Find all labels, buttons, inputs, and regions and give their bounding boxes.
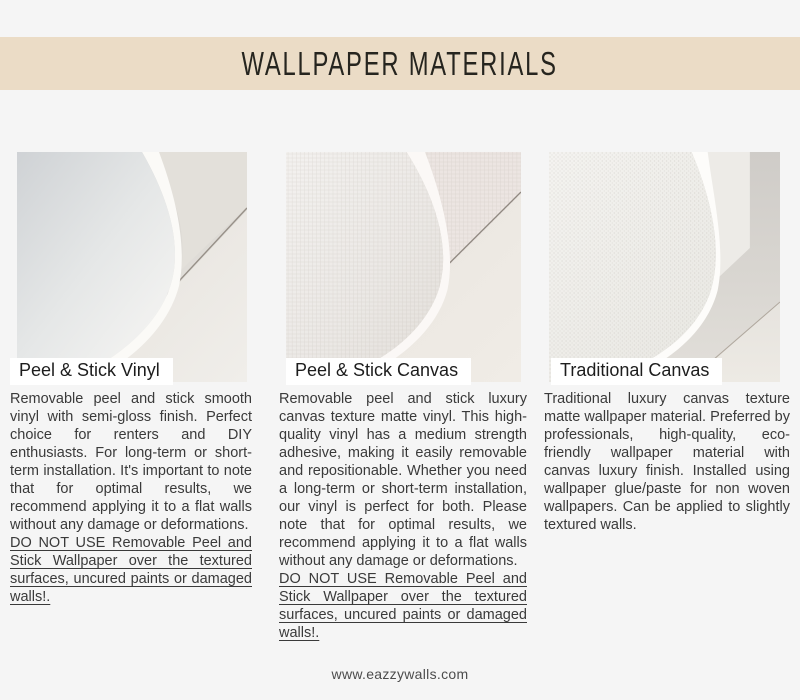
material-card-peel-stick-vinyl [10,152,252,642]
material-card-traditional-canvas [544,152,790,642]
material-label-peel-stick-vinyl: Peel & Stick Vinyl [10,358,173,385]
material-description-text: Traditional luxury canvas texture matte wallpaper material. Preferred by professionals, high-quality, eco-friendly wallpaper material with canvas luxury finish. Installed using wallpaper glue/paste for non woven wallpapers. Can be applied to slightly textured walls. [544,391,790,533]
material-warning-text: DO NOT USE Removable Peel and Stick Wallpaper over the textured surfaces, uncured paints or damaged walls!. [279,571,527,641]
material-description [544,390,790,534]
page-title: WALLPAPER MATERIALS [241,44,559,82]
material-warning-text: DO NOT USE Removable Peel and Stick Wallpaper over the textured surfaces, uncured paints or damaged walls!. [10,535,252,605]
traditional-canvas-photo [549,152,780,382]
material-description-text: Removable peel and stick luxury canvas texture matte vinyl. This high-quality vinyl has a medium strength adhesive, making it easily removable and repositionable. Whether you need a long-term or short-term installation, our vinyl is perfect for both. Please note that for optimal results, we recommend applying it to a flat walls without any damage or deformations. [279,391,527,569]
canvas-vinyl-photo [286,152,521,382]
material-description-text: Removable peel and stick smooth vinyl with semi-gloss finish. Perfect choice for renters and DIY enthusiasts. For long-term or short-term installation. It's important to note that for optimal results, we recommend applying it to a flat walls without any damage or deformations. [10,391,252,533]
material-description [279,390,527,642]
smooth-vinyl-photo [17,152,247,382]
material-label-traditional-canvas: Traditional Canvas [551,358,722,385]
materials-row [10,152,790,642]
material-card-peel-stick-canvas [279,152,527,642]
header-banner [0,37,800,90]
material-description [10,390,252,606]
website-url: www.eazzywalls.com [331,666,469,682]
material-label-peel-stick-canvas: Peel & Stick Canvas [286,358,471,385]
